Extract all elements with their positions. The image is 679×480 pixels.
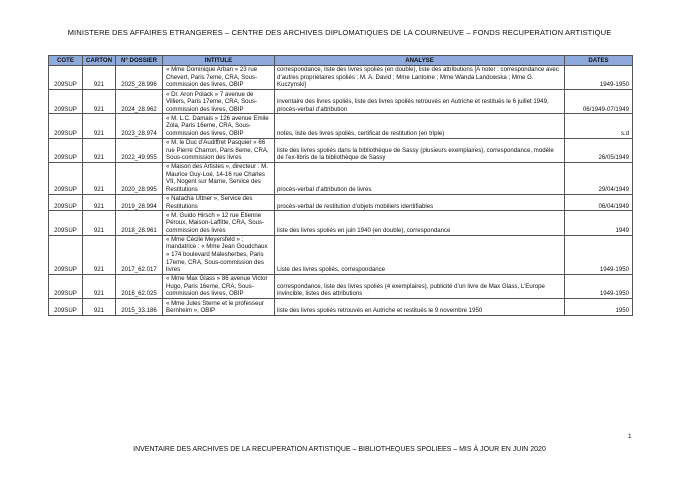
cell-cote: 209SUP (49, 299, 83, 316)
cell-dates: s.d (565, 114, 633, 138)
cell-analyse: Liste des livres spoliés, correspondance (275, 235, 565, 274)
cell-dates: 06/1949-07/1949 (565, 90, 633, 114)
cell-analyse: procès-verbal d’attribution de livres (275, 162, 565, 194)
cell-dossier: 2020_28.995 (116, 162, 163, 194)
cell-intitule: « Mme Jules Sterne et le professeur Bernheim », OBIP (163, 299, 275, 316)
column-header-dates: DATES (565, 56, 633, 66)
cell-analyse: liste des livres spoliés en juin 1940 (en double), correspondance (275, 211, 565, 235)
table-row (49, 194, 633, 211)
inventory-table-container (48, 55, 632, 316)
cell-cote: 209SUP (49, 194, 83, 211)
cell-dates: 1949 (565, 211, 633, 235)
cell-dates: 1949-1950 (565, 66, 633, 90)
cell-carton: 921 (83, 299, 116, 316)
cell-dossier: 2023_28.974 (116, 114, 163, 138)
cell-intitule: « Maison des Artistes », directeur : M. Maurice Guy-Loé, 14-16 rue Charles VII, Nogent sur Marne, Service des Restitutions (163, 162, 275, 194)
cell-dossier: 2024_28.962 (116, 90, 163, 114)
cell-dates: 06/04/1949 (565, 194, 633, 211)
table-row (49, 66, 633, 90)
cell-intitule: « M. le Duc d’Audiffret Pasquier » 66 rue Pierre Charron, Paris 8eme, CRA, Sous-commission des livres (163, 138, 275, 162)
cell-cote: 209SUP (49, 66, 83, 90)
cell-cote: 209SUP (49, 138, 83, 162)
cell-intitule: « Natacha Uttner », Service des Restitutions (163, 194, 275, 211)
table-row (49, 235, 633, 274)
cell-cote: 209SUP (49, 162, 83, 194)
cell-dossier: 2015_33.186 (116, 299, 163, 316)
cell-cote: 209SUP (49, 211, 83, 235)
page-header-title: MINISTERE DES AFFAIRES ETRANGERES – CENTRE DES ARCHIVES DIPLOMATIQUES DE LA COURNEUVE – FONDS RECUPERATION ARTISTIQUE (67, 28, 612, 37)
cell-carton: 921 (83, 138, 116, 162)
cell-carton: 921 (83, 235, 116, 274)
column-header-analyse: ANALYSE (275, 56, 565, 66)
cell-dates: 1950 (565, 299, 633, 316)
cell-dossier: 2025_28.996 (116, 66, 163, 90)
cell-dates: 26/05/1949 (565, 138, 633, 162)
cell-dossier: 2018_28.961 (116, 211, 163, 235)
cell-dossier: 2016_62.025 (116, 274, 163, 298)
cell-analyse: procès-verbal de restitution d’objets mobiliers identifiables (275, 194, 565, 211)
table-row (49, 211, 633, 235)
cell-intitule: « M. Guido Hirsch » 12 rue Etienne Péroux, Maison-Laffitte, CRA, Sous-commission des livres (163, 211, 275, 235)
cell-intitule: « Mme Dominique Arban » 23 rue Chevert, Paris 7eme, CRA, Sous-commission des livres, OBIP (163, 66, 275, 90)
cell-carton: 921 (83, 66, 116, 90)
page-number: 1 (628, 433, 632, 440)
cell-dossier: 2019_28.994 (116, 194, 163, 211)
cell-analyse: liste des livres spoliés dans la bibliothèque de Sassy (plusieurs exemplaires), correspondance, modèle de l’ex-libris de la bibliothèque de Sassy (275, 138, 565, 162)
table-row (49, 90, 633, 114)
cell-cote: 209SUP (49, 114, 83, 138)
table-row (49, 274, 633, 298)
cell-dates: 1949-1950 (565, 235, 633, 274)
cell-dossier: 2017_62.017 (116, 235, 163, 274)
cell-intitule: « Dr. Aron Polack » 7 avenue de Villiers, Paris 17eme, CRA, Sous-commission des livres, OBIP (163, 90, 275, 114)
column-header-intitule: INTITULE (163, 56, 275, 66)
column-header-carton: CARTON (83, 56, 116, 66)
cell-dates: 29/04/1949 (565, 162, 633, 194)
cell-carton: 921 (83, 162, 116, 194)
cell-analyse: liste des livres spoliés retrouvés en Autriche et restitués le 9 novembre 1950 (275, 299, 565, 316)
table-row (49, 114, 633, 138)
cell-analyse: correspondance, liste des livres spoliés (en double), liste des attributions [A noter : correspondance avec d’autres propriétaires spoliés : M. A. David ; Mme Lantoine ; Mme Wanda Landowska ; Mme G. Kuczynski] (275, 66, 565, 90)
cell-dates: 1949-1950 (565, 274, 633, 298)
cell-intitule: « Mme Cécile Meyersfeld » ; mandatrice : « Mme Jean Goudchaux » 174 boulevard Malesherbes, Paris 17eme, CRA, Sous-commission des livres (163, 235, 275, 274)
cell-carton: 921 (83, 114, 116, 138)
table-body (49, 66, 633, 316)
cell-carton: 921 (83, 274, 116, 298)
cell-analyse: correspondance, liste des livres spoliés (4 exemplaires), publicité d’un livre de Max Glass, L’Europe invincible, listes des attributions (275, 274, 565, 298)
inventory-table (48, 55, 633, 316)
cell-carton: 921 (83, 211, 116, 235)
cell-cote: 209SUP (49, 90, 83, 114)
table-row (49, 138, 633, 162)
cell-cote: 209SUP (49, 274, 83, 298)
column-header-cote: COTE (49, 56, 83, 66)
cell-cote: 209SUP (49, 235, 83, 274)
table-row (49, 162, 633, 194)
table-header-row (49, 56, 633, 66)
cell-dossier: 2022_49.955 (116, 138, 163, 162)
cell-carton: 921 (83, 90, 116, 114)
page-footer-title: INVENTAIRE DES ARCHIVES DE LA RECUPERATION ARTISTIQUE – BIBLIOTHEQUES SPOLIEES – MIS À JOUR EN JUIN 2020 (133, 446, 546, 453)
table-row (49, 299, 633, 316)
column-header-dossier: N° DOSSIER (116, 56, 163, 66)
cell-analyse: notes, liste des livres spoliés, certificat de restitution (en triple) (275, 114, 565, 138)
cell-analyse: inventaire des livres spoliés, liste des livres spoliés retrouvés en Autriche et restitués le 6 juillet 1949, procès-verbal d’attribution (275, 90, 565, 114)
cell-intitule: « Mme Max Glass » 86 avenue Victor Hugo, Paris 16eme, CRA, Sous-commission des livres, OBIP (163, 274, 275, 298)
cell-carton: 921 (83, 194, 116, 211)
cell-intitule: « M. L.C. Damais » 126 avenue Emile Zola, Paris 16eme, CRA, Sous-commission des livres, OBIP (163, 114, 275, 138)
